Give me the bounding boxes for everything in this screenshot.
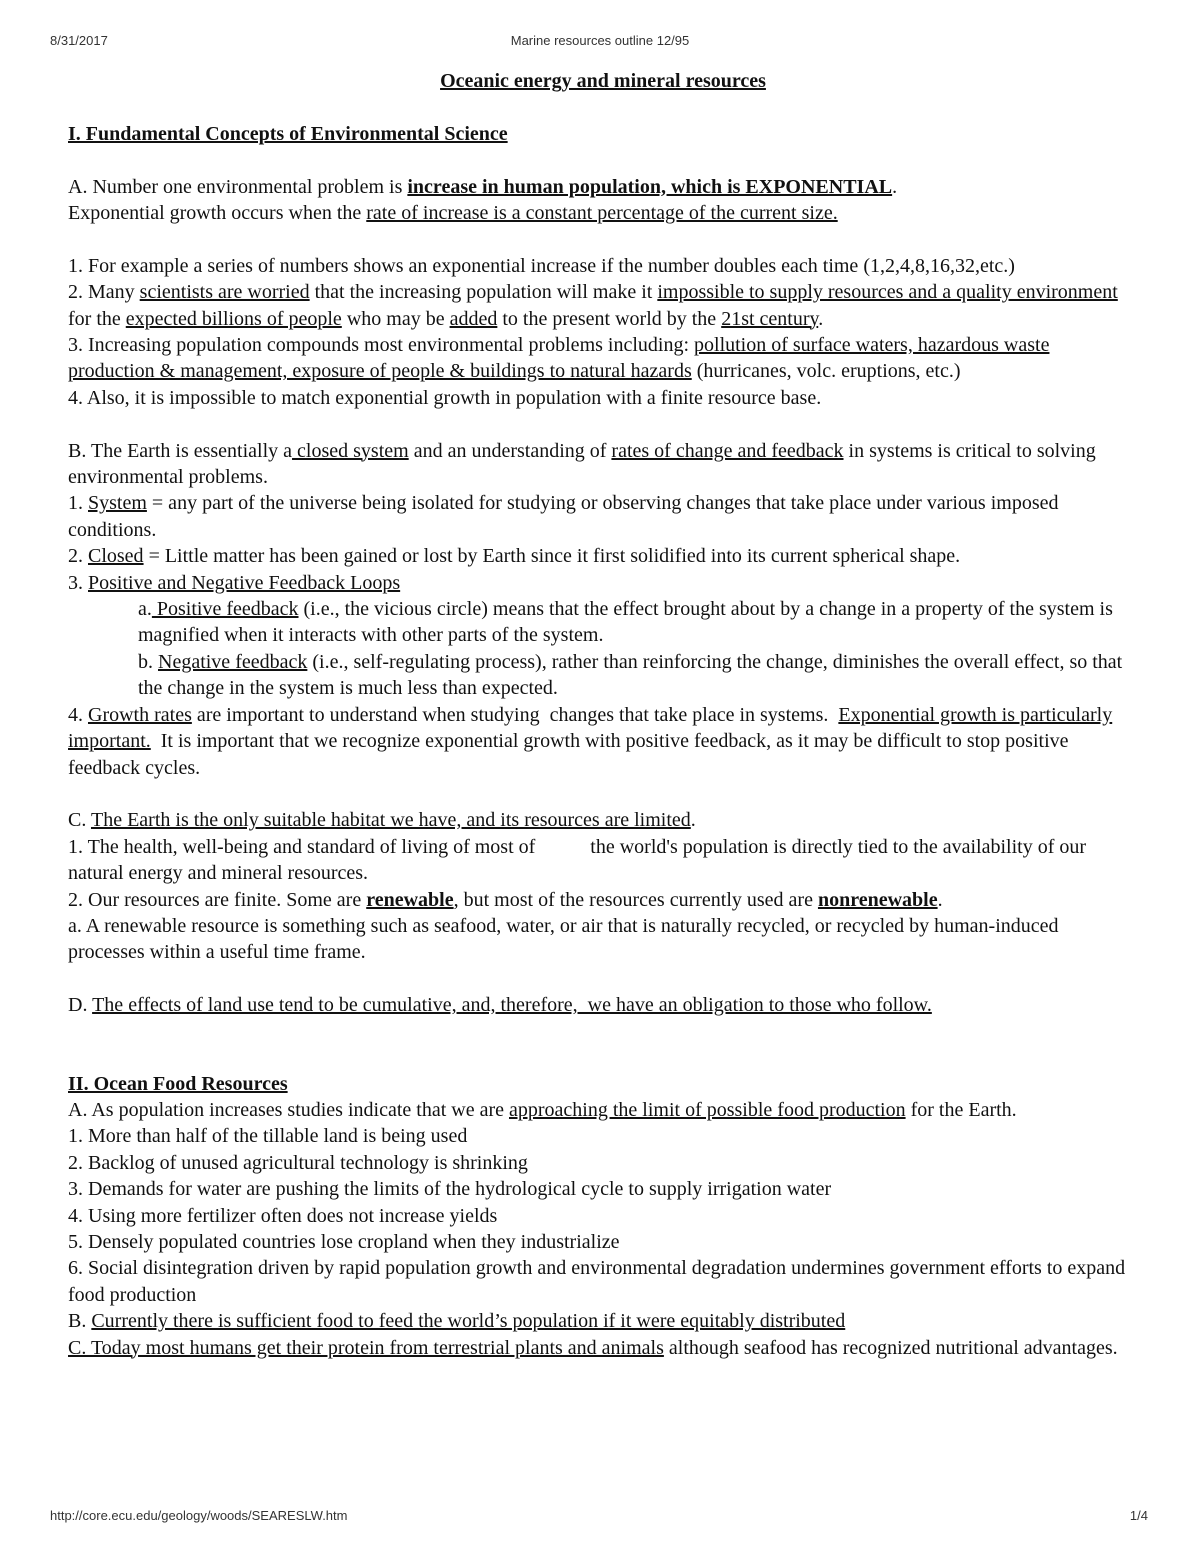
underlined-text: C. Today most humans get their protein from terrestrial plants and animals [68,1336,664,1359]
list-item: 2. Backlog of unused agricultural technology is shrinking [68,1151,528,1174]
text: B. The Earth is essentially a [68,439,293,462]
paragraph-B [68,438,1138,491]
text: b. [138,650,158,673]
list-item: 4. Using more fertilizer often does not increase yields [68,1204,498,1227]
print-title: Marine resources outline 12/95 [510,33,690,48]
text: . [937,888,943,911]
text: 3. Increasing population compounds most environmental problems including: [68,334,695,357]
underlined-text: The effects of land use tend to be cumulative, and, therefore, we have an obligation to those who follow. [92,994,932,1017]
text: are important to understand when studying changes that take place in systems. [191,703,839,726]
underlined-text: The Earth is the only suitable habitat we have, and its resources are limited [90,809,691,832]
document-body [68,68,1138,1361]
spacer [68,147,1138,173]
underlined-text: added [449,307,498,330]
text: 3. [68,571,88,594]
text: a. [138,598,152,621]
text: . [690,809,696,832]
text: (hurricanes, volc. eruptions, etc.) [691,360,961,383]
spacer [68,226,1138,252]
text: A. As population increases studies indicate that we are [68,1098,509,1121]
list-item: 6. Social disintegration driven by rapid population growth and environmental degradation undermines government efforts to expand food production [68,1257,1126,1306]
text: B. [68,1310,92,1333]
list-item: 1. More than half of the tillable land is being used [68,1125,468,1148]
text: C. [68,809,91,832]
sub-list-item [68,596,1138,649]
underlined-text: 21st century [721,307,819,330]
text: . [892,175,898,198]
section-heading: I. Fundamental Concepts of Environmental Science [68,122,508,145]
paragraph-B [68,1308,1138,1334]
spacer [68,781,1138,807]
underlined-text: pollution of surface waters, hazardous waste production & management, exposure of people & buildings to natural hazards [68,334,1050,383]
spacer [68,1019,1138,1071]
paragraph-D [68,992,1138,1018]
underlined-text: approaching the limit of possible food production [509,1098,906,1121]
emphasis: increase in human population, which is EXPONENTIAL [407,175,893,198]
spacer [68,94,1138,120]
page-number: 1/4 [1129,1508,1148,1523]
print-url: http://core.ecu.edu/geology/woods/SEARESLW.htm [50,1508,348,1523]
text: 2. [68,545,88,568]
underlined-text: Currently there is sufficient food to feed the world’s population if it were equitably distributed [91,1310,846,1333]
text: (i.e., the vicious circle) means that the effect brought about by a change in a property of the system is magnified when it interacts with other parts of the system. [138,598,1113,647]
text: and an understanding of [408,439,612,462]
text: A. Number one environmental problem is [68,175,408,198]
underlined-text: Closed [88,545,144,568]
underlined-text: System [88,492,147,515]
list-item [68,490,1138,543]
text: It is important that we recognize exponential growth with positive feedback, as it may be difficult to stop positive feedback cycles. [68,730,1074,779]
underlined-text: rates of change and feedback [611,439,844,462]
paragraph-A [68,174,1138,227]
spacer [68,966,1138,992]
section-heading: II. Ocean Food Resources [68,1072,288,1095]
underlined-text: closed system [292,439,409,462]
sub-list-item [68,649,1138,702]
text: for the Earth. [905,1098,1017,1121]
list-item [68,543,1138,569]
text: to the present world by the [497,307,722,330]
spacer [68,411,1138,437]
text: who may be [341,307,450,330]
text: 4. [68,703,88,726]
text: (i.e., self-regulating process), rather than reinforcing the change, diminishes the overall effect, so that the change in the system is much less than expected. [138,650,1123,700]
text: , but most of the resources currently used are [453,888,818,911]
underlined-text: rate of increase is a constant percentage of the current size. [366,202,838,224]
underlined-text: expected billions of people [125,307,342,330]
text: . [818,307,824,330]
list-item [68,887,1138,913]
underlined-text: Growth rates [88,703,192,726]
underlined-text: Exponential growth is particularly important. [68,703,1113,753]
text: = Little matter has been gained or lost by Earth since it first solidified into its current spherical shape. [143,545,961,568]
paragraph-A [68,1097,1138,1123]
list-item: 4. Also, it is impossible to match exponential growth in population with a finite resource base. [68,386,822,409]
emphasis: nonrenewable [817,888,938,911]
print-date: 8/31/2017 [50,33,108,48]
list-item: a. A renewable resource is something such as seafood, water, or air that is naturally recycled, or recycled by human-induced processes within a useful time frame. [68,914,1059,964]
text: 1. [68,492,88,515]
underlined-text: Positive and Negative Feedback Loops [88,571,401,594]
text: 2. Many [68,281,140,304]
document-title: Oceanic energy and mineral resources [440,70,766,92]
text: for the [68,307,126,330]
text: that the increasing population will make it [309,281,658,304]
underlined-text: impossible to supply resources and a quality environment [657,281,1118,304]
list-item: 1. For example a series of numbers shows an exponential increase if the number doubles each time (1,2,4,8,16,32,etc.) [68,254,1015,277]
text: 2. Our resources are finite. Some are [68,888,367,911]
text: = any part of the universe being isolated for studying or observing changes that take place under various imposed conditions. [68,492,1059,541]
emphasis: renewable [366,888,454,911]
paragraph-C [68,1335,1138,1361]
list-item: 3. Demands for water are pushing the limits of the hydrological cycle to supply irrigation water [68,1178,832,1201]
list-item: 5. Densely populated countries lose cropland when they industrialize [68,1230,620,1253]
text: although seafood has recognized nutritional advantages. [663,1336,1118,1359]
paragraph-C [68,807,1138,833]
list-item [68,702,1138,781]
list-item [68,332,1138,385]
underlined-text: Positive feedback [151,598,299,621]
list-item [68,570,1138,596]
list-item [68,279,1138,332]
underlined-text: scientists are worried [139,281,310,304]
underlined-text: Negative feedback [158,650,308,673]
text: Exponential growth occurs when the [68,202,367,224]
text: in systems is critical to solving environmental problems. [68,439,1096,489]
text: D. [68,994,93,1017]
list-item: 1. The health, well-being and standard of living of most of the world's population is directly tied to the availability of our natural energy and mineral resources. [68,835,1092,885]
